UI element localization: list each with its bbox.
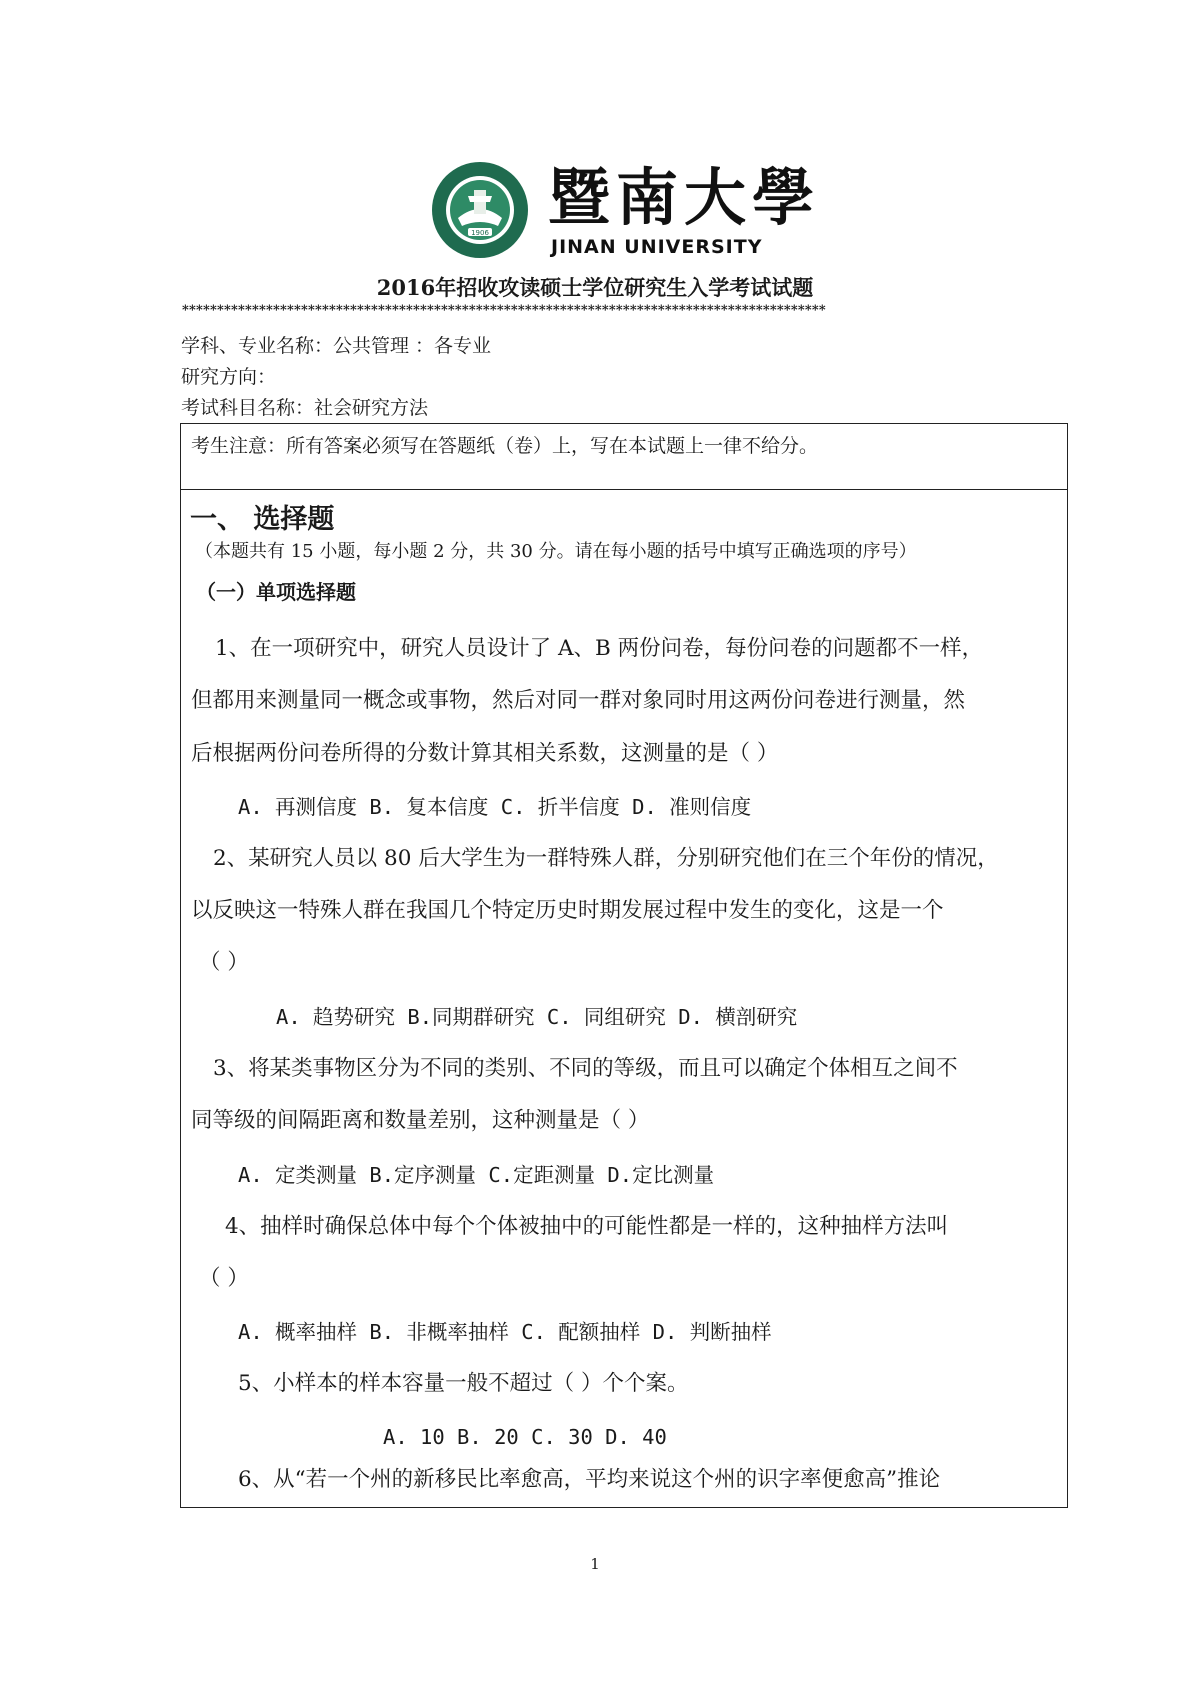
question-2-options: A. 趋势研究 B.同期群研究 C. 同组研究 D. 横剖研究 (276, 1005, 798, 1029)
question-3-line-1: 3、将某类事物区分为不同的类别、不同的等级，而且可以确定个体相互之间不 (213, 1056, 958, 1081)
question-2-line-1: 2、某研究人员以 80 后大学生为一群特殊人群，分别研究他们在三个年份的情况， (213, 846, 999, 871)
direction-field: 研究方向： (181, 366, 277, 388)
question-5-line-1: 5、小样本的样本容量一般不超过（ ）个个案。 (238, 1371, 689, 1396)
university-name-cn: 暨南大學 (548, 161, 821, 234)
question-1-line-2: 但都用来测量同一概念或事物，然后对同一群对象同时用这两份问卷进行测量，然 (191, 688, 966, 713)
notice-divider (180, 489, 1068, 490)
seal-year: 1906 (471, 229, 489, 237)
section-subheading: （一）单项选择题 (196, 580, 356, 604)
subject-field: 学科、专业名称：公共管理 ：各专业 (181, 335, 492, 357)
separator-line: ******************************************************************************************** (182, 303, 826, 318)
question-5-options: A. 10 B. 20 C. 30 D. 40 (383, 1425, 667, 1449)
course-field: 考试科目名称：社会研究方法 (181, 397, 429, 419)
question-1-options: A. 再测信度 B. 复本信度 C. 折半信度 D. 准则信度 (238, 795, 752, 819)
section-note: （本题共有 15 小题，每小题 2 分，共 30 分。请在每小题的括号中填写正确选项的序号） (195, 541, 917, 562)
question-4-line-2: （ ） (199, 1266, 249, 1291)
question-2-line-3: （ ） (199, 950, 249, 975)
question-1-line-1: 1、在一项研究中，研究人员设计了 A、B 两份问卷，每份问卷的问题都不一样， (215, 636, 984, 661)
question-6-line-1: 6、从“若一个州的新移民比率愈高，平均来说这个州的识字率便愈高”推论 (238, 1467, 941, 1492)
page-number: 1 (590, 1555, 600, 1573)
question-3-options: A. 定类测量 B.定序测量 C.定距测量 D.定比测量 (238, 1163, 715, 1187)
question-2-line-2: 以反映这一特殊人群在我国几个特定历史时期发展过程中发生的变化，这是一个 (191, 898, 944, 923)
university-name-en: JINAN UNIVERSITY (551, 236, 763, 258)
exam-title: 2016年招收攻读硕士学位研究生入学考试试题 (376, 275, 814, 300)
candidate-notice: 考生注意：所有答案必须写在答题纸（卷）上，写在本试题上一律不给分。 (191, 435, 819, 457)
question-3-line-2: 同等级的间隔距离和数量差别，这种测量是（ ） (191, 1108, 650, 1133)
university-seal-logo (430, 160, 530, 260)
question-1-line-3: 后根据两份问卷所得的分数计算其相关系数，这测量的是（ ） (191, 741, 779, 766)
question-4-options: A. 概率抽样 B. 非概率抽样 C. 配额抽样 D. 判断抽样 (238, 1320, 772, 1344)
section-heading: 一、 选择题 (190, 504, 335, 535)
question-4-line-1: 4、抽样时确保总体中每个个体被抽中的可能性都是一样的，这种抽样方法叫 (225, 1214, 949, 1239)
